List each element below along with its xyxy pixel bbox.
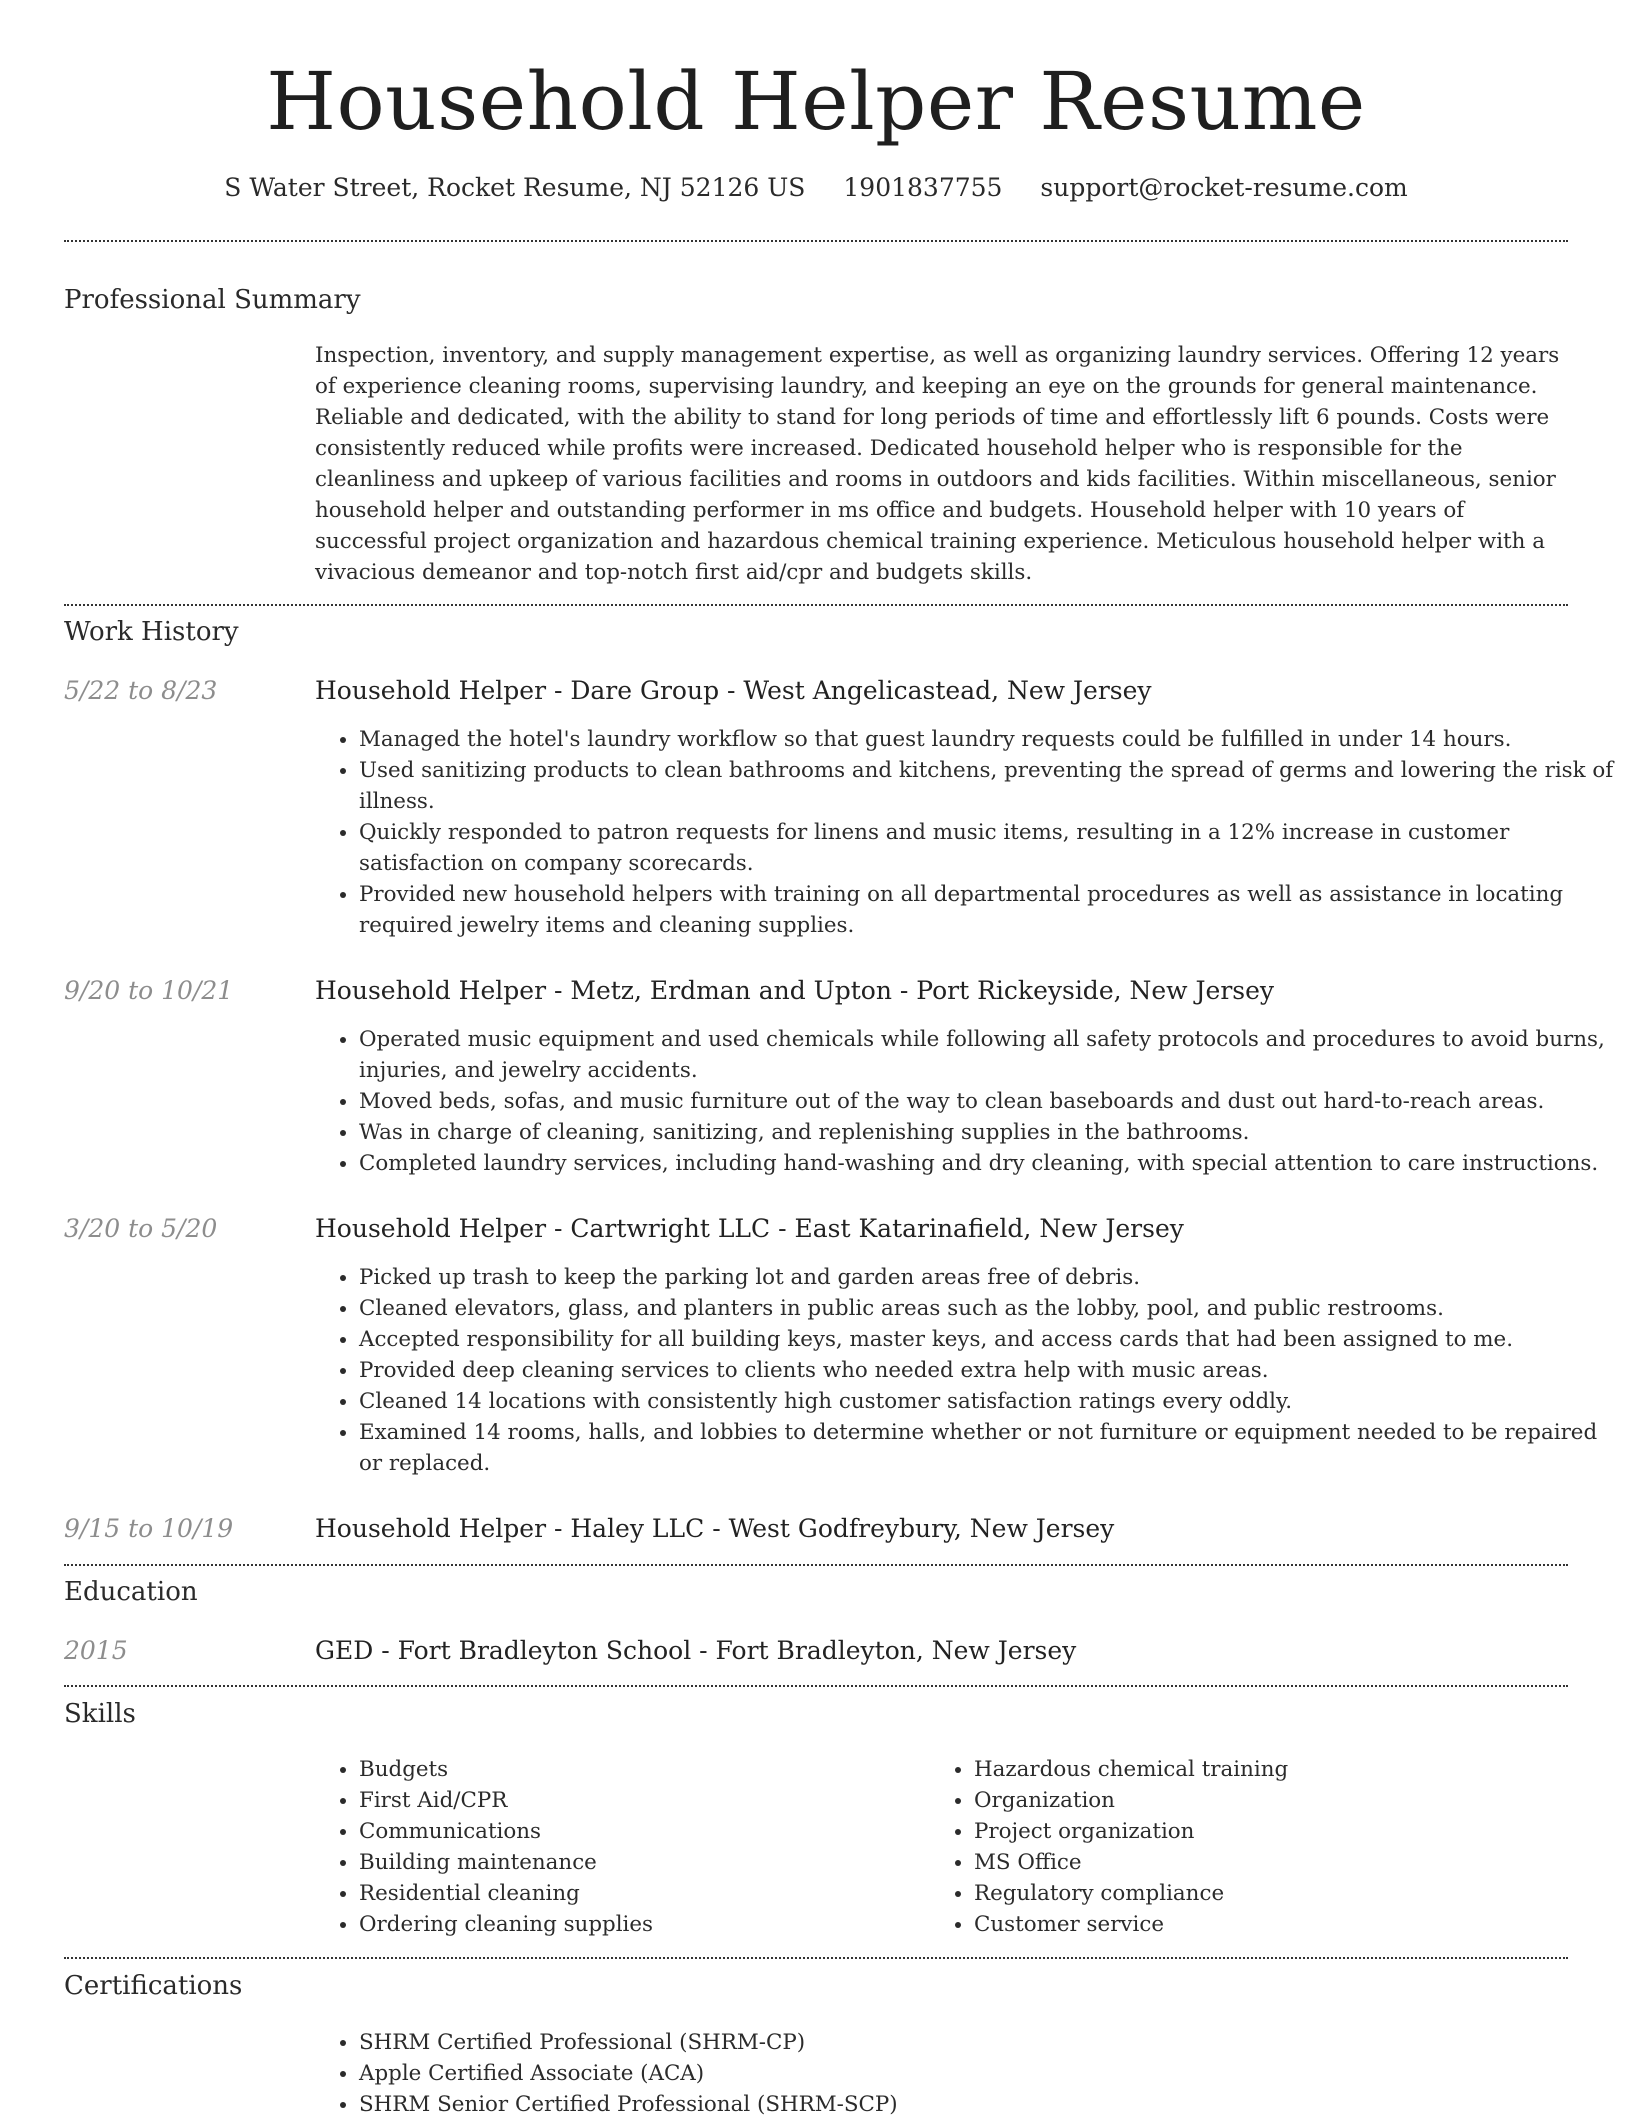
job-bullet: • Completed laundry services, including hand-washing and dry cleaning, with special attention to care instructions.: [359, 1148, 1614, 1179]
skill-item: • Customer service: [974, 1909, 1534, 1940]
skill-item: • Hazardous chemical training: [974, 1754, 1534, 1785]
job-dates: 9/20 to 10/21: [64, 976, 234, 1005]
job-bullet-list: [315, 1262, 1614, 1479]
skill-item: • Project organization: [974, 1816, 1534, 1847]
job-title: Household Helper - Metz, Erdman and Upton - Port Rickeyside, New Jersey: [315, 976, 1275, 1005]
divider: [64, 1957, 1568, 1959]
job-bullet: • Cleaned 14 locations with consistently high customer satisfaction ratings every oddly.: [359, 1386, 1614, 1417]
job-bullet: • Accepted responsibility for all building keys, master keys, and access cards that had been assigned to me.: [359, 1324, 1614, 1355]
skill-item: • MS Office: [974, 1847, 1534, 1878]
education-year: 2015: [64, 1636, 128, 1665]
skill-item: • Organization: [974, 1785, 1534, 1816]
divider: [64, 1564, 1568, 1566]
skill-item: • Budgets: [359, 1754, 919, 1785]
job-dates: 3/20 to 5/20: [64, 1214, 218, 1243]
section-title-education: Education: [64, 1577, 198, 1607]
section-title-certifications: Certifications: [64, 1971, 243, 2001]
contact-address: S Water Street, Rocket Resume, NJ 52126 US: [224, 173, 806, 202]
skill-item: • Communications: [359, 1816, 919, 1847]
skill-item: • Ordering cleaning supplies: [359, 1909, 919, 1940]
divider: [64, 1685, 1568, 1687]
job-bullet: • Provided deep cleaning services to clients who needed extra help with music areas.: [359, 1355, 1614, 1386]
contact-email: support@rocket-resume.com: [1040, 173, 1408, 202]
education-title: GED - Fort Bradleyton School - Fort Bradleyton, New Jersey: [315, 1636, 1077, 1665]
job-bullet: • Operated music equipment and used chemicals while following all safety protocols and procedures to avoid burns, injuries, and jewelry accidents.: [359, 1024, 1614, 1086]
certifications-list: [315, 2027, 1614, 2120]
skill-item: • Building maintenance: [359, 1847, 919, 1878]
job-title: Household Helper - Dare Group - West Angelicastead, New Jersey: [315, 676, 1152, 705]
skill-item: • Residential cleaning: [359, 1878, 919, 1909]
job-bullet: • Moved beds, sofas, and music furniture out of the way to clean baseboards and dust out hard-to-reach areas.: [359, 1086, 1614, 1117]
summary-text: Inspection, inventory, and supply management expertise, as well as organizing laundry services. Offering 12 years of experience cleaning rooms, supervising laundry, and keeping an eye on the grounds for general maintenance. Reliable and dedicated, with the ability to stand for long periods of time and effortlessly lift 6 pounds. Costs were consistently reduced while profits were increased. Dedicated household helper who is responsible for the cleanliness and upkeep of various facilities and rooms in outdoors and kids facilities. Within miscellaneous, senior household helper and outstanding performer in ms office and budgets. Household helper with 10 years of successful project organization and hazardous chemical training experience. Meticulous household helper with a vivacious demeanor and top-notch first aid/cpr and budgets skills.: [315, 343, 1560, 585]
job-title: Household Helper - Haley LLC - West Godfreybury, New Jersey: [315, 1514, 1115, 1543]
job-bullet: • Provided new household helpers with training on all departmental procedures as well as assistance in locating required jewelry items and cleaning supplies.: [359, 879, 1614, 941]
section-title-work-history: Work History: [64, 617, 239, 647]
job-bullet: • Used sanitizing products to clean bathrooms and kitchens, preventing the spread of germs and lowering the risk of illness.: [359, 755, 1614, 817]
certification-item: • SHRM Certified Professional (SHRM-CP): [359, 2027, 1614, 2058]
resume-title: Household Helper Resume: [266, 55, 1366, 148]
section-title-skills: Skills: [64, 1699, 136, 1729]
certification-item: • SHRM Senior Certified Professional (SHRM-SCP): [359, 2089, 1614, 2120]
divider: [64, 240, 1568, 242]
job-bullet: • Picked up trash to keep the parking lot and garden areas free of debris.: [359, 1262, 1614, 1293]
contact-phone: 1901837755: [843, 173, 1003, 202]
divider: [64, 604, 1568, 606]
job-bullet-list: [315, 724, 1614, 941]
job-dates: 9/15 to 10/19: [64, 1514, 234, 1543]
skill-item: • First Aid/CPR: [359, 1785, 919, 1816]
skill-item: • Regulatory compliance: [974, 1878, 1534, 1909]
skills-list-left: [315, 1754, 919, 1940]
job-dates: 5/22 to 8/23: [64, 676, 218, 705]
job-bullet: • Was in charge of cleaning, sanitizing, and replenishing supplies in the bathrooms.: [359, 1117, 1614, 1148]
section-title-summary: Professional Summary: [64, 285, 361, 315]
job-bullet: • Managed the hotel's laundry workflow so that guest laundry requests could be fulfilled in under 14 hours.: [359, 724, 1614, 755]
job-title: Household Helper - Cartwright LLC - East Katarinafield, New Jersey: [315, 1214, 1184, 1243]
skills-list-right: [930, 1754, 1534, 1940]
job-bullet-list: [315, 1024, 1614, 1179]
job-bullet: • Quickly responded to patron requests for linens and music items, resulting in a 12% increase in customer satisfaction on company scorecards.: [359, 817, 1614, 879]
job-bullet: • Cleaned elevators, glass, and planters in public areas such as the lobby, pool, and public restrooms.: [359, 1293, 1614, 1324]
job-bullet: • Examined 14 rooms, halls, and lobbies to determine whether or not furniture or equipment needed to be repaired or replaced.: [359, 1417, 1614, 1479]
contact-line: [0, 170, 1632, 206]
certification-item: • Apple Certified Associate (ACA): [359, 2058, 1614, 2089]
